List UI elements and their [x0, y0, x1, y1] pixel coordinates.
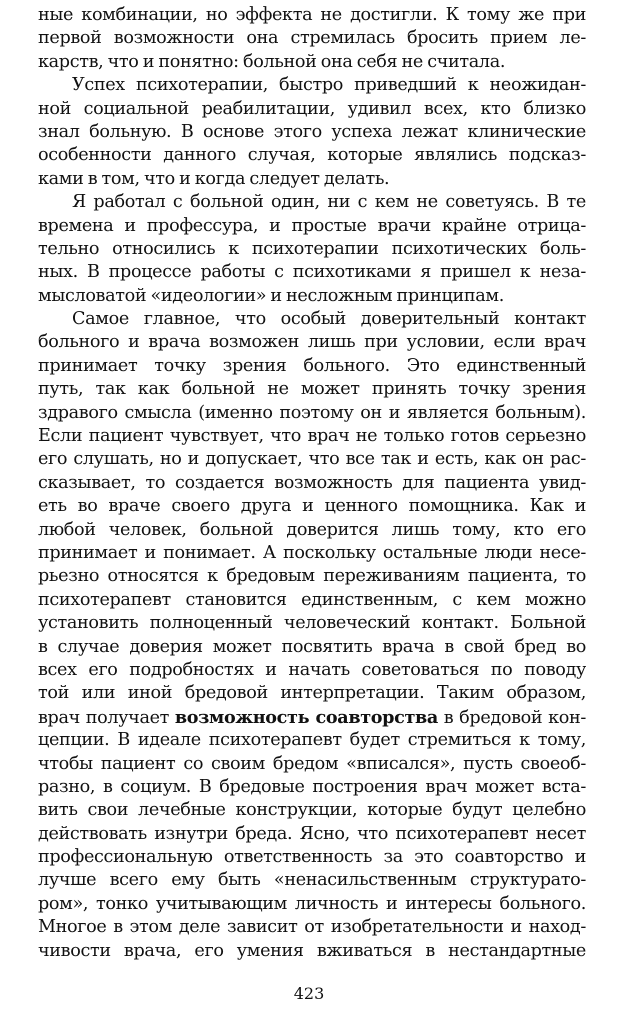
text-line: вить свои лечебные конструкции, которые будут целебно [38, 800, 586, 821]
text-line: ные комбинации, но эффекта не достигли. К тому же при [38, 5, 586, 25]
text-line: Я работал с больной один, ни с кем не советуясь. В те [72, 192, 586, 213]
text-line [38, 706, 586, 729]
text-segment: в бредовой кон- [437, 707, 586, 728]
text-line: знал больную. В основе этого успеха лежат клинические [38, 121, 586, 142]
text-line: здравого смысла (именно поэтому он и является больным). [38, 402, 586, 423]
text-line: любой человек, больной доверится лишь тому, кто его [38, 519, 586, 540]
text-line: карств, что и понятно: больной она себя не считала. [38, 51, 506, 72]
text-line: чтобы пациент со своим бредом «вписался», пусть своеоб- [38, 753, 586, 774]
text-line: ных. В процессе работы с психотиками я пришел к неза- [38, 262, 586, 283]
text-line: принимает и понимает. А поскольку остальные люди несе- [38, 542, 586, 563]
text-line: цепции. В идеале психотерапевт будет стремиться к тому, [38, 730, 586, 751]
text-line: больного и врача возможен лишь при условии, если врач [38, 332, 586, 353]
text-line: путь, так как больной не может принять точку зрения [38, 379, 586, 400]
text-line: чивости врача, его умения вживаться в нестандартные [38, 940, 586, 961]
text-line: сказывает, то создается возможность для пациента увид- [38, 472, 586, 493]
text-line: разно, в социум. В бредовые построения врач может вста- [38, 776, 586, 797]
page-number: 423 [293, 984, 325, 1003]
text-line: той или иной бредовой интерпретации. Таким образом, [38, 683, 586, 704]
text-line: действовать изнутри бреда. Ясно, что психотерапевт несет [38, 823, 586, 844]
text-line: еть во враче своего друга и ценного помощника. Как и [38, 496, 586, 517]
text-line: профессиональную ответственность за это соавторство и [38, 847, 586, 868]
text-segment: врач получает [38, 707, 175, 728]
text-line: Многое в этом деле зависит от изобретательности и наход- [38, 917, 586, 938]
text-line: установить полноценный человеческий контакт. Больной [38, 613, 586, 634]
text-line: принимает точку зрения больного. Это единственный [38, 355, 586, 376]
text-line: ром», тонко учитывающим личность и интересы больного. [38, 893, 586, 914]
text-line: мысловатой «идеологии» и несложным принципам. [38, 285, 504, 306]
text-line: особенности данного случая, которые являлись подсказ- [38, 145, 586, 166]
text-line: Самое главное, что особый доверительный контакт [72, 309, 586, 330]
text-line: времена и профессура, и простые врачи крайне отрица- [38, 215, 586, 236]
text-line: ками в том, что и когда следует делать. [38, 168, 390, 189]
text-line: лучше всего ему быть «ненасильственным структурато- [38, 870, 586, 891]
text-line: рьезно относятся к бредовым переживаниям пациента, то [38, 566, 586, 587]
text-line: ной социальной реабилитации, удивил всех, кто близко [38, 98, 586, 119]
body-text [38, 4, 586, 963]
text-line: психотерапевт становится единственным, с кем можно [38, 589, 586, 610]
text-line: первой возможности она стремилась бросить прием ле- [38, 28, 586, 49]
text-line: его слушать, но и допускает, что все так и есть, как он рас- [38, 449, 586, 470]
text-line: всех его подробностях и начать советоваться по поводу [38, 659, 586, 680]
text-line: тельно относились к психотерапии психотических боль- [38, 238, 586, 259]
text-line: в случае доверия может посвятить врача в свой бред во [38, 636, 586, 657]
text-line: Если пациент чувствует, что врач не только готов серьезно [38, 426, 586, 447]
emphasized-term: возможность соавторства [174, 706, 438, 728]
text-line: Успех психотерапии, быстро приведший к неожидан- [72, 75, 586, 96]
